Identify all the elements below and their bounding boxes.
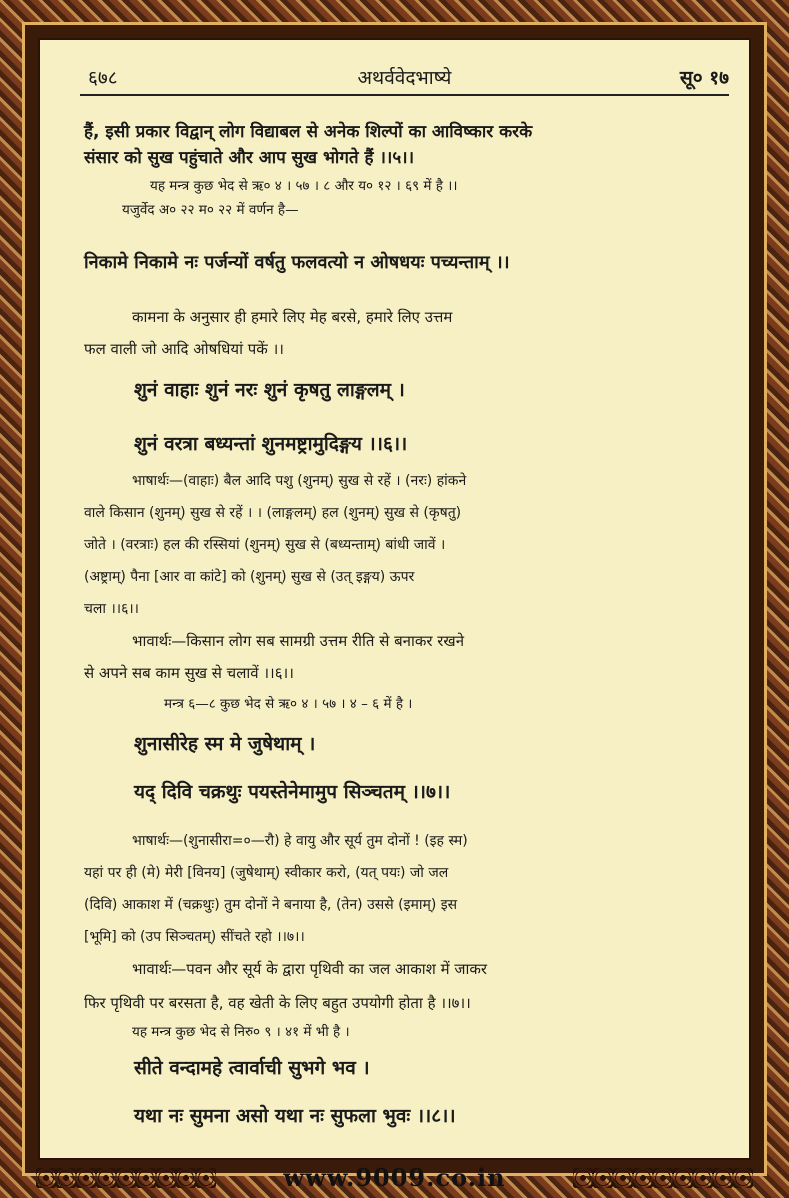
book-page: [38, 38, 751, 1160]
mantra7-line1: शुनासीरेह स्म मे जुषेथाम् ।: [134, 733, 316, 755]
mantra-yajur: निकामे निकामे नः पर्जन्यों वर्षतु फलवत्यो न ओषधयः पच्यन्ताम् ।।: [84, 252, 510, 273]
meaning1-line2: फल वाली जो आदि ओषधियां पकें ।।: [84, 340, 284, 358]
bhavartha6-line2: से अपने सब काम सुख से चलावें ।।६।।: [84, 664, 294, 682]
mantra7-line2: यद् दिवि चक्रथुः पयस्तेनेमामुप सिञ्चतम् ।।७।।: [134, 781, 451, 803]
bhashya7-line1: भाषार्थः—(शुनासीरा=०—रौ) हे वायु और सूर्य तुम दोनों ! (इह स्म): [132, 833, 468, 849]
page-number: ६७८: [88, 67, 118, 89]
mantra6-line2: शुनं वरत्रा बध्यन्तां शुनमष्ट्रामुदिङ्गय ।।६।।: [134, 433, 408, 455]
bhashya6-line4: (अष्ट्राम्) पैना [आर वा कांटे] को (शुनम्) सुख से (उत् इङ्गय) ऊपर: [84, 569, 415, 585]
bhashya7-line4: [भूमि] को (उप सिञ्चतम्) सींचते रहो ।।७।।: [84, 929, 305, 945]
meaning1-line1: कामना के अनुसार ही हमारे लिए मेह बरसे, हमारे लिए उत्तम: [132, 308, 453, 326]
bhashya7-line3: (दिवि) आकाश में (चक्रथुः) तुम दोनों ने बनाया है, (तेन) उससे (इमाम्) इस: [84, 897, 458, 913]
book-title: अथर्ववेदभाष्ये: [357, 67, 452, 89]
bhashya6-line5: चला ।।६।।: [84, 601, 139, 617]
bhashya6-line2: वाले किसान (शुनम्) सुख से रहें । । (लाङ्गलम्) हल (शुनम्) सुख से (कृषतु): [84, 505, 462, 521]
note4: यह मन्त्र कुछ भेद से निरु० ९ । ४१ में भी है ।: [132, 1024, 350, 1040]
para1-line2: संसार को सुख पहुंचाते और आप सुख भोगते हैं ।।५।।: [84, 148, 415, 168]
note3: मन्त्र ६—८ कुछ भेद से ऋ० ४ । ५७ । ४ – ६ में है ।: [164, 696, 413, 712]
mantra6-line1: शुनं वाहाः शुनं नरः शुनं कृषतु लाङ्गलम् ।: [134, 379, 405, 401]
mantra8-line1: सीते वन्दामहे त्वार्वाची सुभगे भव ।: [134, 1057, 370, 1079]
bhashya6-line3: जोते । (वरत्राः) हल की रस्सियां (शुनम्) सुख से (बध्यन्ताम्) बांधी जावें ।: [84, 537, 446, 553]
bhashya6-line1: भाषार्थः—(वाहाः) बैल आदि पशु (शुनम्) सुख से रहें । (नरः) हांकने: [132, 473, 467, 489]
bhashya7-line2: यहां पर ही (मे) मेरी [विनय] (जुषेथाम्) स्वीकार करो, (यत् पयः) जो जल: [84, 865, 449, 881]
bhavartha7-line1: भावार्थः—पवन और सूर्य के द्वारा पृथिवी का जल आकाश में जाकर: [132, 960, 488, 978]
sukta-number: सू० १७: [679, 67, 729, 89]
mantra8-line2: यथा नः सुमना असो यथा नः सुफला भुवः ।।८।।: [134, 1105, 456, 1127]
website-footer: www.9009.co.in: [283, 1163, 506, 1192]
page-header: [80, 60, 729, 96]
bhavartha6-line1: भावार्थः—किसान लोग सब सामग्री उत्तम रीति से बनाकर रखने: [132, 632, 465, 650]
para1-line1: हैं, इसी प्रकार विद्वान् लोग विद्याबल से अनेक शिल्पों का आविष्कार करके: [84, 122, 533, 142]
note2: यजुर्वेद अ० २२ म० २२ में वर्णन है—: [122, 202, 299, 218]
bhavartha7-line2: फिर पृथिवी पर बरसता है, वह खेती के लिए बहुत उपयोगी होता है ।।७।।: [84, 994, 471, 1012]
note1: यह मन्त्र कुछ भेद से ऋ० ४ । ५७ । ८ और य० १२ । ६९ में है ।।: [150, 178, 458, 194]
